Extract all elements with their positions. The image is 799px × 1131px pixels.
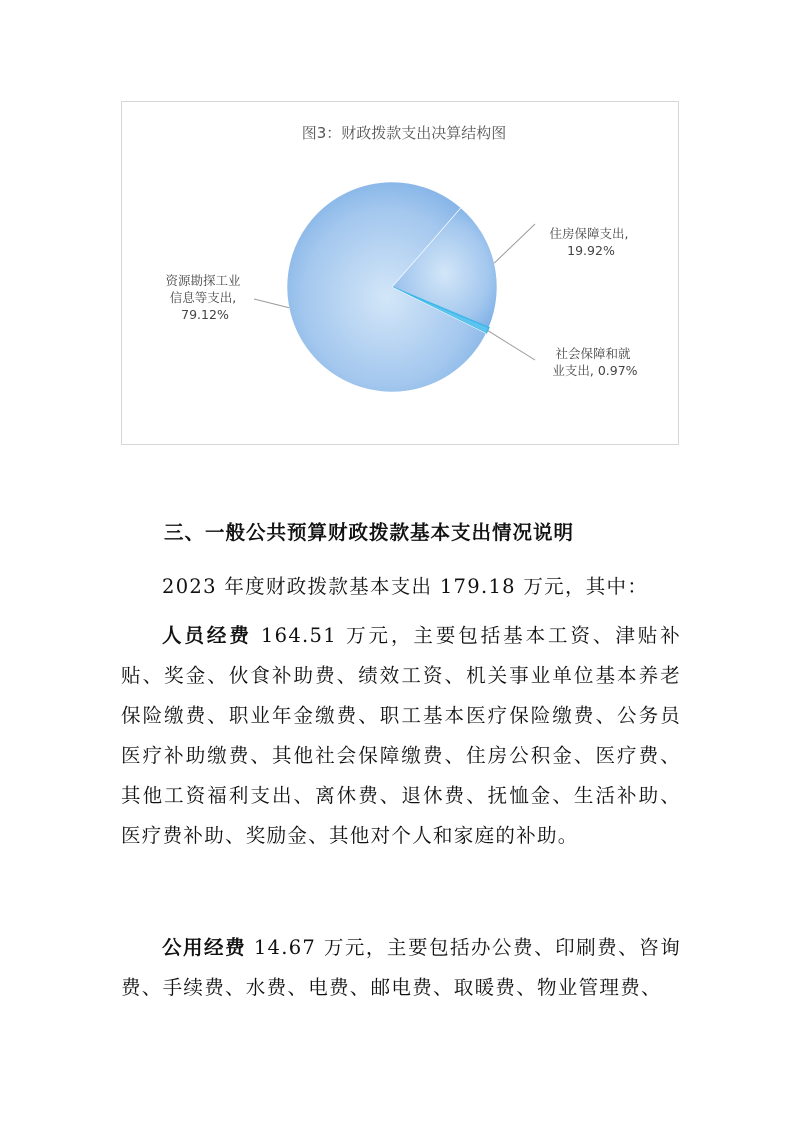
section-heading: 三、一般公共预算财政拨款基本支出情况说明	[164, 521, 575, 544]
intro-paragraph	[121, 567, 681, 607]
public-paragraph	[121, 928, 681, 1008]
public-label: 公用经费	[162, 936, 247, 959]
pie-chart	[122, 102, 680, 446]
slice-label-resources: 资源勘探工业 信息等支出, 79.12%	[165, 273, 241, 322]
chart-title: 图3：财政拨款支出决算结构图	[301, 124, 507, 142]
leader-line-social-security	[488, 330, 535, 360]
leader-line-housing	[494, 224, 535, 263]
personnel-paragraph	[121, 616, 681, 856]
leader-line-resources	[254, 299, 289, 308]
slice-label-social-security: 社会保障和就 业支出, 0.97%	[552, 346, 638, 378]
intro-text: 2023 年度财政拨款基本支出 179.18 万元，其中：	[162, 575, 649, 598]
public-text: 14.67 万元，主要包括办公费、印刷费、咨询费、手续费、水费、电费、邮电费、取暖费、物业管理费、	[121, 936, 682, 999]
slice-label-housing: 住房保障支出, 19.92%	[549, 226, 629, 258]
pie-chart-panel	[121, 101, 679, 445]
personnel-label: 人员经费	[162, 624, 252, 647]
pie-slices	[287, 182, 497, 392]
personnel-text: 164.51 万元，主要包括基本工资、津贴补贴、奖金、伙食补助费、绩效工资、机关事业单位基本养老保险缴费、职业年金缴费、职工基本医疗保险缴费、公务员医疗补助缴费、其他社会保障缴费、住房公积金、医疗费、其他工资福利支出、离休费、退休费、抚恤金、生活补助、医疗费补助、奖励金、其他对个人和家庭的补助。	[121, 624, 682, 847]
